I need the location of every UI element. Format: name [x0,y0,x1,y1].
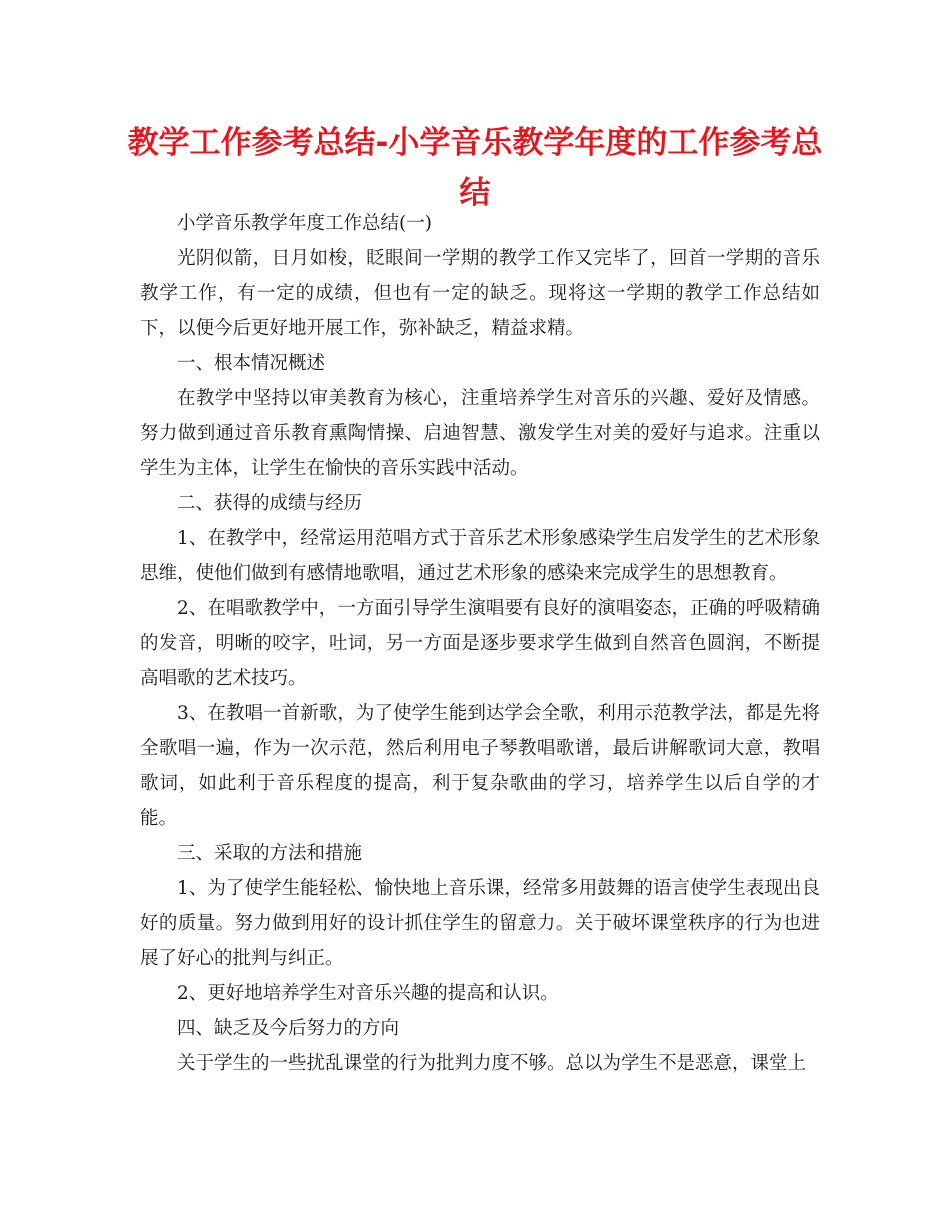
section-heading-1: 一、根本情况概述 [177,353,326,374]
document-body [140,206,820,1081]
subtitle-paragraph: 小学音乐教学年度工作总结(一) [177,213,432,234]
section-heading-4: 四、缺乏及今后努力的方向 [177,1018,400,1039]
section-paragraph: 2、更好地培养学生对音乐兴趣的提高和认识。 [177,983,559,1004]
section-heading-3: 三、采取的方法和措施 [177,843,363,864]
section-paragraph: 3、在教唱一首新歌，为了使学生能到达学会全歌，利用示范教学法，都是先将全歌唱一遍，作为一次示范，然后利用电子琴教唱歌谱，最后讲解歌词大意，教唱歌词，如此利于音乐程度的提高，利于复杂歌曲的学习，培养学生以后自学的才能。 [140,703,820,829]
section-paragraph: 关于学生的一些扰乱课堂的行为批判力度不够。总以为学生不是恶意，课堂上 [177,1053,807,1074]
section-paragraph: 1、为了使学生能轻松、愉快地上音乐课，经常多用鼓舞的语言使学生表现出良好的质量。努力做到用好的设计抓住学生的留意力。关于破坏课堂秩序的行为也进展了好心的批判与纠正。 [140,878,820,969]
intro-paragraph: 光阴似箭，日月如梭，眨眼间一学期的教学工作又完毕了，回首一学期的音乐教学工作，有一定的成绩，但也有一定的缺乏。现将这一学期的教学工作总结如下，以便今后更好地开展工作，弥补缺乏，精益求精。 [140,248,820,339]
document-title: 教学工作参考总结-小学音乐教学年度的工作参考总结 [127,125,823,211]
section-heading-2: 二、获得的成绩与经历 [177,493,363,514]
section-paragraph: 2、在唱歌教学中，一方面引导学生演唱要有良好的演唱姿态，正确的呼吸精确的发音，明晰的咬字，吐词，另一方面是逐步要求学生做到自然音色圆润，不断提高唱歌的艺术技巧。 [140,598,820,689]
section-paragraph: 1、在教学中，经常运用范唱方式于音乐艺术形象感染学生启发学生的艺术形象思维，使他们做到有感情地歌唱，通过艺术形象的感染来完成学生的思想教育。 [140,528,820,584]
section-paragraph: 在教学中坚持以审美教育为核心，注重培养学生对音乐的兴趣、爱好及情感。努力做到通过音乐教育熏陶情操、启迪智慧、激发学生对美的爱好与追求。注重以学生为主体，让学生在愉快的音乐实践中活动。 [140,388,820,479]
